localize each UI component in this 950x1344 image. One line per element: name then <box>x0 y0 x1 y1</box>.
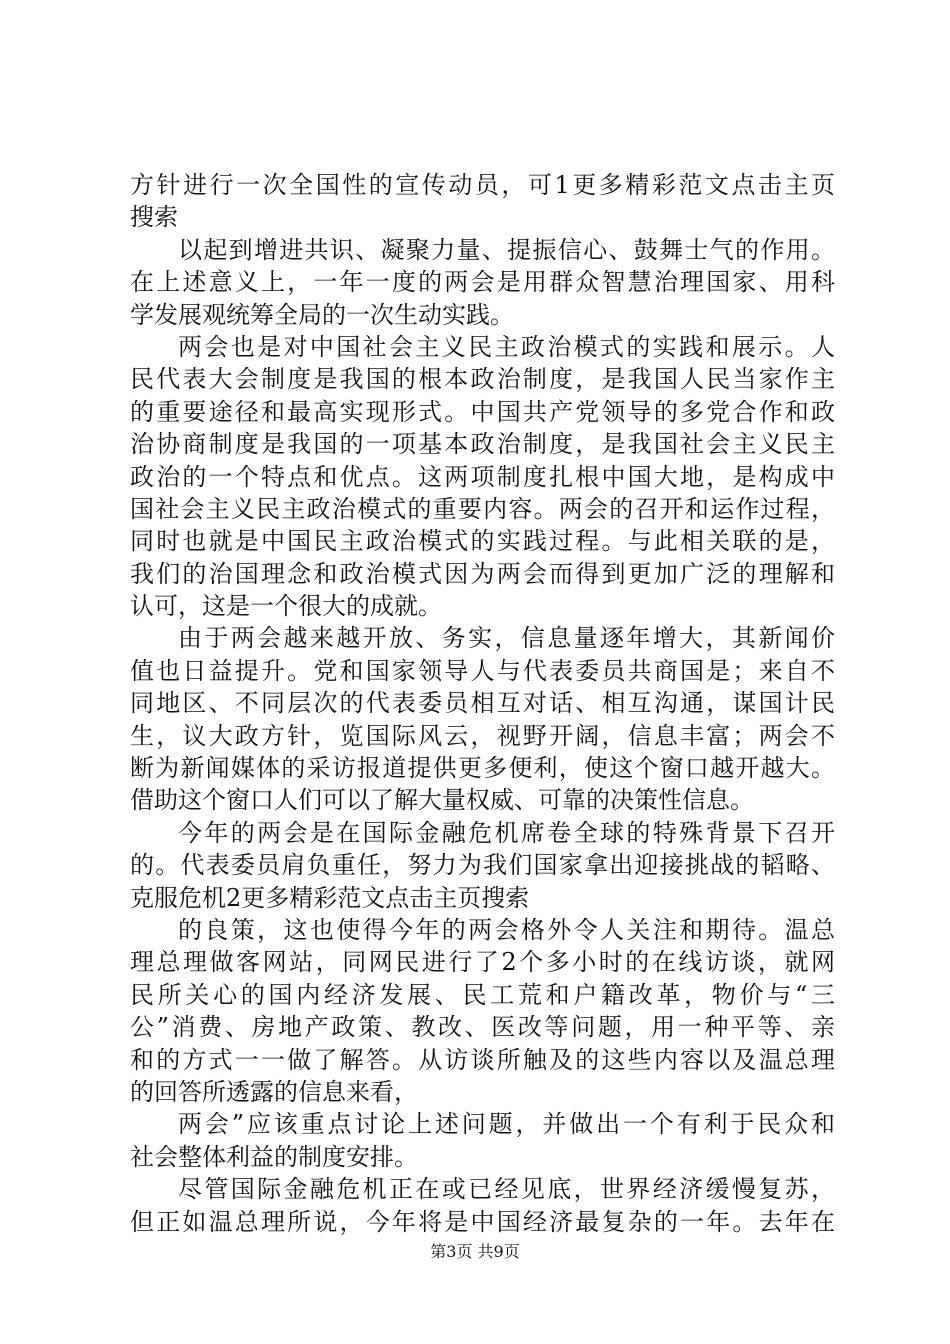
text-line: 值也日益提升。党和国家领导人与代表委员共商国是；来自不 <box>130 656 835 685</box>
text-line: 克服危机2更多精彩范文点击主页搜索 <box>130 883 530 912</box>
text-line: 在上述意义上，一年一度的两会是用群众智慧治理国家、用科 <box>130 268 835 297</box>
text-line: 和的方式一一做了解答。从访谈所触及的这些内容以及温总理 <box>130 1045 835 1074</box>
text-line: 的。代表委员肩负重任，努力为我们国家拿出迎接挑战的韬略、 <box>130 851 835 880</box>
text-line: 两会也是对中国社会主义民主政治模式的实践和展示。人 <box>178 332 835 361</box>
page-number-label: 第3页 共9页 <box>430 1242 520 1261</box>
text-line: 的回答所透露的信息来看， <box>130 1077 418 1106</box>
text-line: 治协商制度是我国的一项基本政治制度，是我国社会主义民主 <box>130 430 835 459</box>
document-body <box>130 169 835 1238</box>
text-line: 的重要途径和最高实现形式。中国共产党领导的多党合作和政 <box>130 397 835 426</box>
text-line: 公”消费、房地产政策、教改、医改等问题，用一种平等、亲 <box>130 1013 835 1042</box>
text-line: 我们的治国理念和政治模式因为两会而得到更加广泛的理解和 <box>130 559 835 588</box>
text-line: 学发展观统筹全局的一次生动实践。 <box>130 300 514 329</box>
text-line: 方针进行一次全国性的宣传动员，可1更多精彩范文点击主页 <box>130 171 835 199</box>
text-line: 政治的一个特点和优点。这两项制度扎根中国大地，是构成中 <box>130 462 835 491</box>
text-line: 认可，这是一个很大的成就。 <box>130 592 442 621</box>
text-line: 但正如温总理所说，今年将是中国经济最复杂的一年。去年在 <box>130 1207 835 1236</box>
text-line: 社会整体利益的制度安排。 <box>130 1142 418 1171</box>
text-line: 民所关心的国内经济发展、民工荒和户籍改革，物价与“三 <box>130 980 835 1009</box>
text-line: 生，议大政方针，览国际风云，视野开阔，信息丰富；两会不 <box>130 721 835 750</box>
text-line: 以起到增进共识、凝聚力量、提振信心、鼓舞士气的作用。 <box>178 235 835 264</box>
text-line: 今年的两会是在国际金融危机席卷全球的特殊背景下召开 <box>178 818 835 847</box>
text-line: 的良策，这也使得今年的两会格外令人关注和期待。温总 <box>178 915 835 944</box>
text-line: 民代表大会制度是我国的根本政治制度，是我国人民当家作主 <box>130 365 835 394</box>
text-line: 国社会主义民主政治模式的重要内容。两会的召开和运作过程， <box>130 494 835 523</box>
text-line: 同时也就是中国民主政治模式的实践过程。与此相关联的是， <box>130 527 835 556</box>
text-line: 同地区、不同层次的代表委员相互对话、相互沟通，谋国计民 <box>130 689 835 718</box>
text-line: 理总理做客网站，同网民进行了2个多小时的在线访谈，就网 <box>130 948 835 977</box>
text-line: 断为新闻媒体的采访报道提供更多便利，使这个窗口越开越大。 <box>130 754 835 783</box>
text-line: 由于两会越来越开放、务实，信息量逐年增大，其新闻价 <box>178 624 835 653</box>
page-footer <box>0 1242 950 1262</box>
text-line: 两会”应该重点讨论上述问题，并做出一个有利于民众和 <box>178 1110 835 1139</box>
text-line: 尽管国际金融危机正在或已经见底，世界经济缓慢复苏， <box>178 1175 835 1204</box>
text-line: 搜索 <box>130 203 178 232</box>
text-line: 借助这个窗口人们可以了解大量权威、可靠的决策性信息。 <box>130 786 754 815</box>
